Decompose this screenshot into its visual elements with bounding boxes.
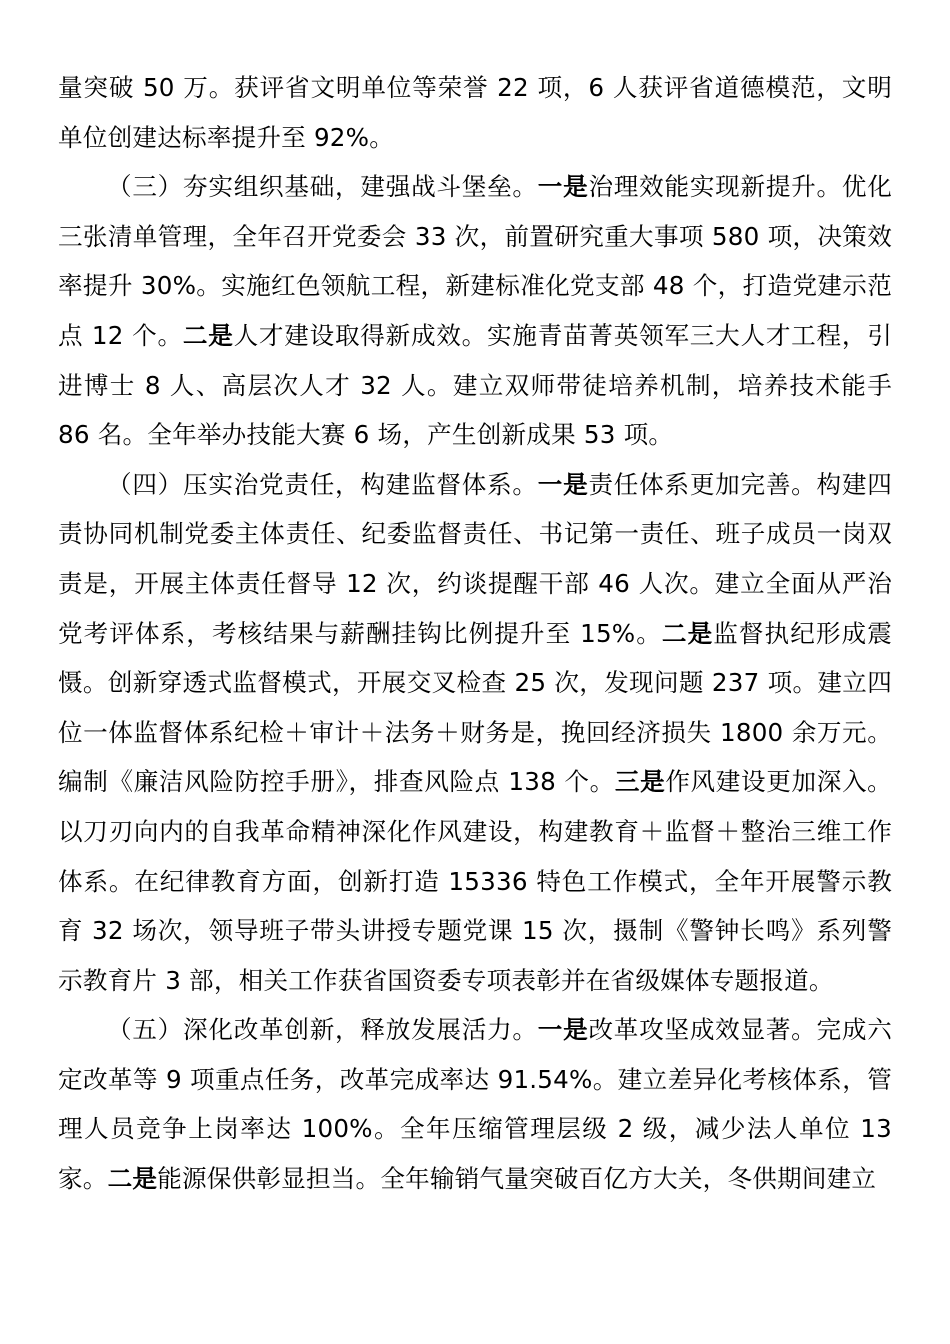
paragraph-text: 作风建设更加深入。以刀刃向内的自我革命精神深化作风建设，构建教育＋监督＋整治三维工作体系。在纪律教育方面，创新打造 15336 特色工作模式，全年开展警示教育 32 场次，领导班子带头讲授专题党课 15 次，摄制《警钟长鸣》系列警示教育片 3 部，相关工作获省国资委专项表彰并在省级媒体专题报道。 <box>58 767 892 995</box>
paragraph-3 <box>58 460 892 1006</box>
bold-marker: 一是 <box>537 469 589 499</box>
paragraph-2 <box>58 162 892 460</box>
section-heading: （四）压实治党责任，构建监督体系。 <box>107 469 538 499</box>
paragraph-text: 责任体系更加完善。构建四责协同机制党委主体责任、纪委监督责任、书记第一责任、班子成员一岗双责是，开展主体责任督导 12 次，约谈提醒干部 46 人次。建立全面从严治党考评体系，考核结果与薪酬挂钩比例提升至 15%。 <box>58 469 892 648</box>
document-body <box>58 63 892 1204</box>
bold-marker: 一是 <box>537 1015 589 1045</box>
paragraph-text: 治理效能实现新提升。优化三张清单管理，全年召开党委会 33 次，前置研究重大事项 580 项，决策效率提升 30%。实施红色领航工程，新建标准化党支部 48 个，打造党建示范点 12 个。 <box>58 172 892 350</box>
section-heading: （五）深化改革创新，释放发展活力。 <box>107 1015 538 1045</box>
bold-marker: 三是 <box>614 767 666 797</box>
paragraph-text: 能源保供彰显担当。全年输销气量突破百亿方大关，冬供期间建立 <box>157 1164 877 1194</box>
section-heading: （三）夯实组织基础，建强战斗堡垒。 <box>107 172 538 202</box>
paragraph-1 <box>58 63 892 162</box>
bold-marker: 二是 <box>182 320 234 350</box>
bold-marker: 二是 <box>107 1164 158 1194</box>
paragraph-text: 量突破 50 万。获评省文明单位等荣誉 22 项，6 人获评省道德模范，文明单位创建达标率提升至 92%。 <box>58 73 892 152</box>
paragraph-text: 监督执纪形成震慑。创新穿透式监督模式，开展交叉检查 25 次，发现问题 237 项。建立四位一体监督体系纪检＋审计＋法务＋财务是，挽回经济损失 1800 余万元。编制《廉洁风险防控手册》，排查风险点 138 个。 <box>58 618 892 797</box>
bold-marker: 一是 <box>537 172 589 202</box>
paragraph-text: 改革攻坚成效显著。完成六定改革等 9 项重点任务，改革完成率达 91.54%。建立差异化考核体系，管理人员竞争上岗率达 100%。全年压缩管理层级 2 级，减少法人单位 13 家。 <box>58 1015 892 1194</box>
paragraph-text: 人才建设取得新成效。实施青苗菁英领军三大人才工程，引进博士 8 人、高层次人才 32 人。建立双师带徒培养机制，培养技术能手 86 名。全年举办技能大赛 6 场，产生创新成果 53 项。 <box>58 320 892 450</box>
paragraph-4 <box>58 1005 892 1203</box>
bold-marker: 二是 <box>661 618 714 648</box>
